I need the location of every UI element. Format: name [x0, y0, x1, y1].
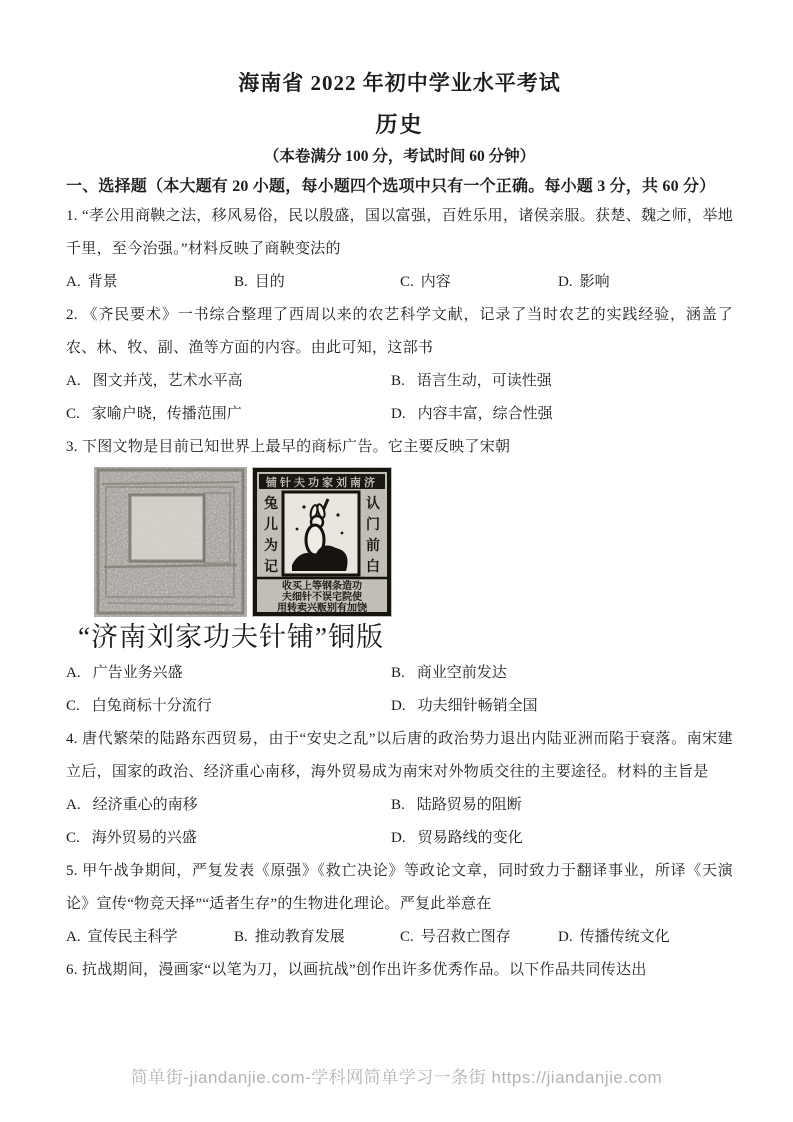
- option-a: A. 宣传民主科学: [66, 929, 178, 945]
- section-header: 一、选择题（本大题有 20 小题，每小题四个选项中只有一个正确。每小题 3 分，共 60 分）: [66, 178, 716, 195]
- option-c: C. 内容: [400, 274, 451, 290]
- option-b: B. 目的: [234, 274, 285, 290]
- option-d: D. 功夫细针畅销全国: [391, 698, 538, 714]
- option-d: D. 内容丰富，综合性强: [391, 406, 553, 422]
- question-2: [66, 299, 733, 431]
- question-text: 3. 下图文物是目前已知世界上最早的商标广告。它主要反映了宋朝: [66, 439, 511, 455]
- question-4: [66, 723, 733, 855]
- option-b: B. 商业空前发达: [391, 665, 507, 681]
- option-c: C. 白兔商标十分流行: [66, 698, 212, 714]
- question-2-options-row2: [66, 398, 733, 431]
- question-3-options-row1: [66, 657, 733, 690]
- print-right-column-char: 前: [366, 539, 380, 554]
- question-1-options: [66, 266, 733, 299]
- question-4-options-row2: [66, 822, 733, 855]
- question-5-options: [66, 921, 733, 954]
- figure-caption: “济南刘家功夫针铺”铜版: [78, 622, 384, 652]
- question-number: 3.: [66, 439, 78, 455]
- question-text: 1. “孝公用商鞅之法，移风易俗，民以殷盛，国以富强，百姓乐用，诸侯亲服。获楚、魏之师，举地千里，至今治强。”材料反映了商鞅变法的: [66, 208, 733, 257]
- option-b: B. 语言生动，可读性强: [391, 373, 552, 389]
- option-d: D. 贸易路线的变化: [391, 830, 523, 846]
- print-top-banner-text: 铺针夫功家刘南济: [266, 477, 378, 489]
- question-5: [66, 855, 733, 954]
- question-number: 5.: [66, 863, 78, 879]
- print-right-column-char: 门: [366, 518, 380, 533]
- question-3: [66, 431, 733, 723]
- print-left-column-char: 儿: [264, 518, 278, 533]
- question-number: 4.: [66, 731, 78, 747]
- question-3-options-row2: [66, 690, 733, 723]
- option-a: A. 广告业务兴盛: [66, 665, 183, 681]
- artifact-plates-image: [94, 467, 733, 617]
- question-text: 4. 唐代繁荣的陆路东西贸易，由于“安史之乱”以后唐的政治势力退出内陆亚洲而陷于衰落。南宋建立后，国家的政治、经济重心南移，海外贸易成为南宋对外物质交往的主要途径。材料的主旨是: [66, 731, 733, 780]
- exam-title: 海南省 2022 年初中学业水平考试: [238, 71, 561, 95]
- option-d: D. 影响: [558, 274, 610, 290]
- exam-subject: 历史: [375, 112, 424, 137]
- question-number: 1.: [66, 208, 78, 224]
- option-a: A. 经济重心的南移: [66, 797, 198, 813]
- question-text: 5. 甲午战争期间，严复发表《原强》《救亡决论》等政论文章，同时致力于翻译事业，所译《天演论》宣传“物竞天择”“适者生存”的生物进化理论。严复此举意在: [66, 863, 733, 912]
- print-left-column-char: 为: [264, 539, 278, 554]
- question-4-options-row1: [66, 789, 733, 822]
- question-6: [66, 954, 733, 987]
- option-c: C. 海外贸易的兴盛: [66, 830, 197, 846]
- question-text: 2. 《齐民要术》一书综合整理了西周以来的农艺科学文献，记录了当时农艺的实践经验，涵盖了农、林、牧、副、渔等方面的内容。由此可知，这部书: [66, 307, 733, 356]
- print-right-column-char: 认: [366, 497, 380, 512]
- option-b: B. 陆路贸易的阻断: [391, 797, 522, 813]
- question-number: 6.: [66, 962, 78, 978]
- option-c: C. 号召救亡图存: [400, 929, 511, 945]
- question-2-options-row1: [66, 365, 733, 398]
- question-1: [66, 200, 733, 299]
- question-text: 6. 抗战期间，漫画家“以笔为刀，以画抗战”创作出许多优秀作品。以下作品共同传达出: [66, 962, 647, 978]
- print-left-column-char: 记: [264, 560, 278, 575]
- print-bottom-text: 用转卖兴贩别有加饶: [277, 603, 367, 614]
- print-bottom-text: 收买上等钢条造功: [282, 581, 362, 592]
- print-impression-image: [252, 467, 392, 617]
- print-bottom-text: 夫细针不误宅院使: [282, 592, 362, 603]
- print-left-column-char: 兔: [264, 497, 278, 512]
- option-a: A. 背景: [66, 274, 118, 290]
- copper-plate-image: [94, 467, 247, 617]
- watermark-footer: 简单街-jiandanjie.com-学科网简单学习一条街 https://jiandanjie.com: [130, 1068, 663, 1087]
- option-c: C. 家喻户晓，传播范围广: [66, 406, 242, 422]
- option-b: B. 推动教育发展: [234, 929, 345, 945]
- artifact-figure: [78, 467, 733, 657]
- option-a: A. 图文并茂，艺术水平高: [66, 373, 243, 389]
- question-number: 2.: [66, 307, 78, 323]
- exam-info-line: （本卷满分 100 分，考试时间 60 分钟）: [263, 148, 536, 165]
- option-d: D. 传播传统文化: [558, 929, 670, 945]
- print-right-column-char: 白: [366, 560, 380, 575]
